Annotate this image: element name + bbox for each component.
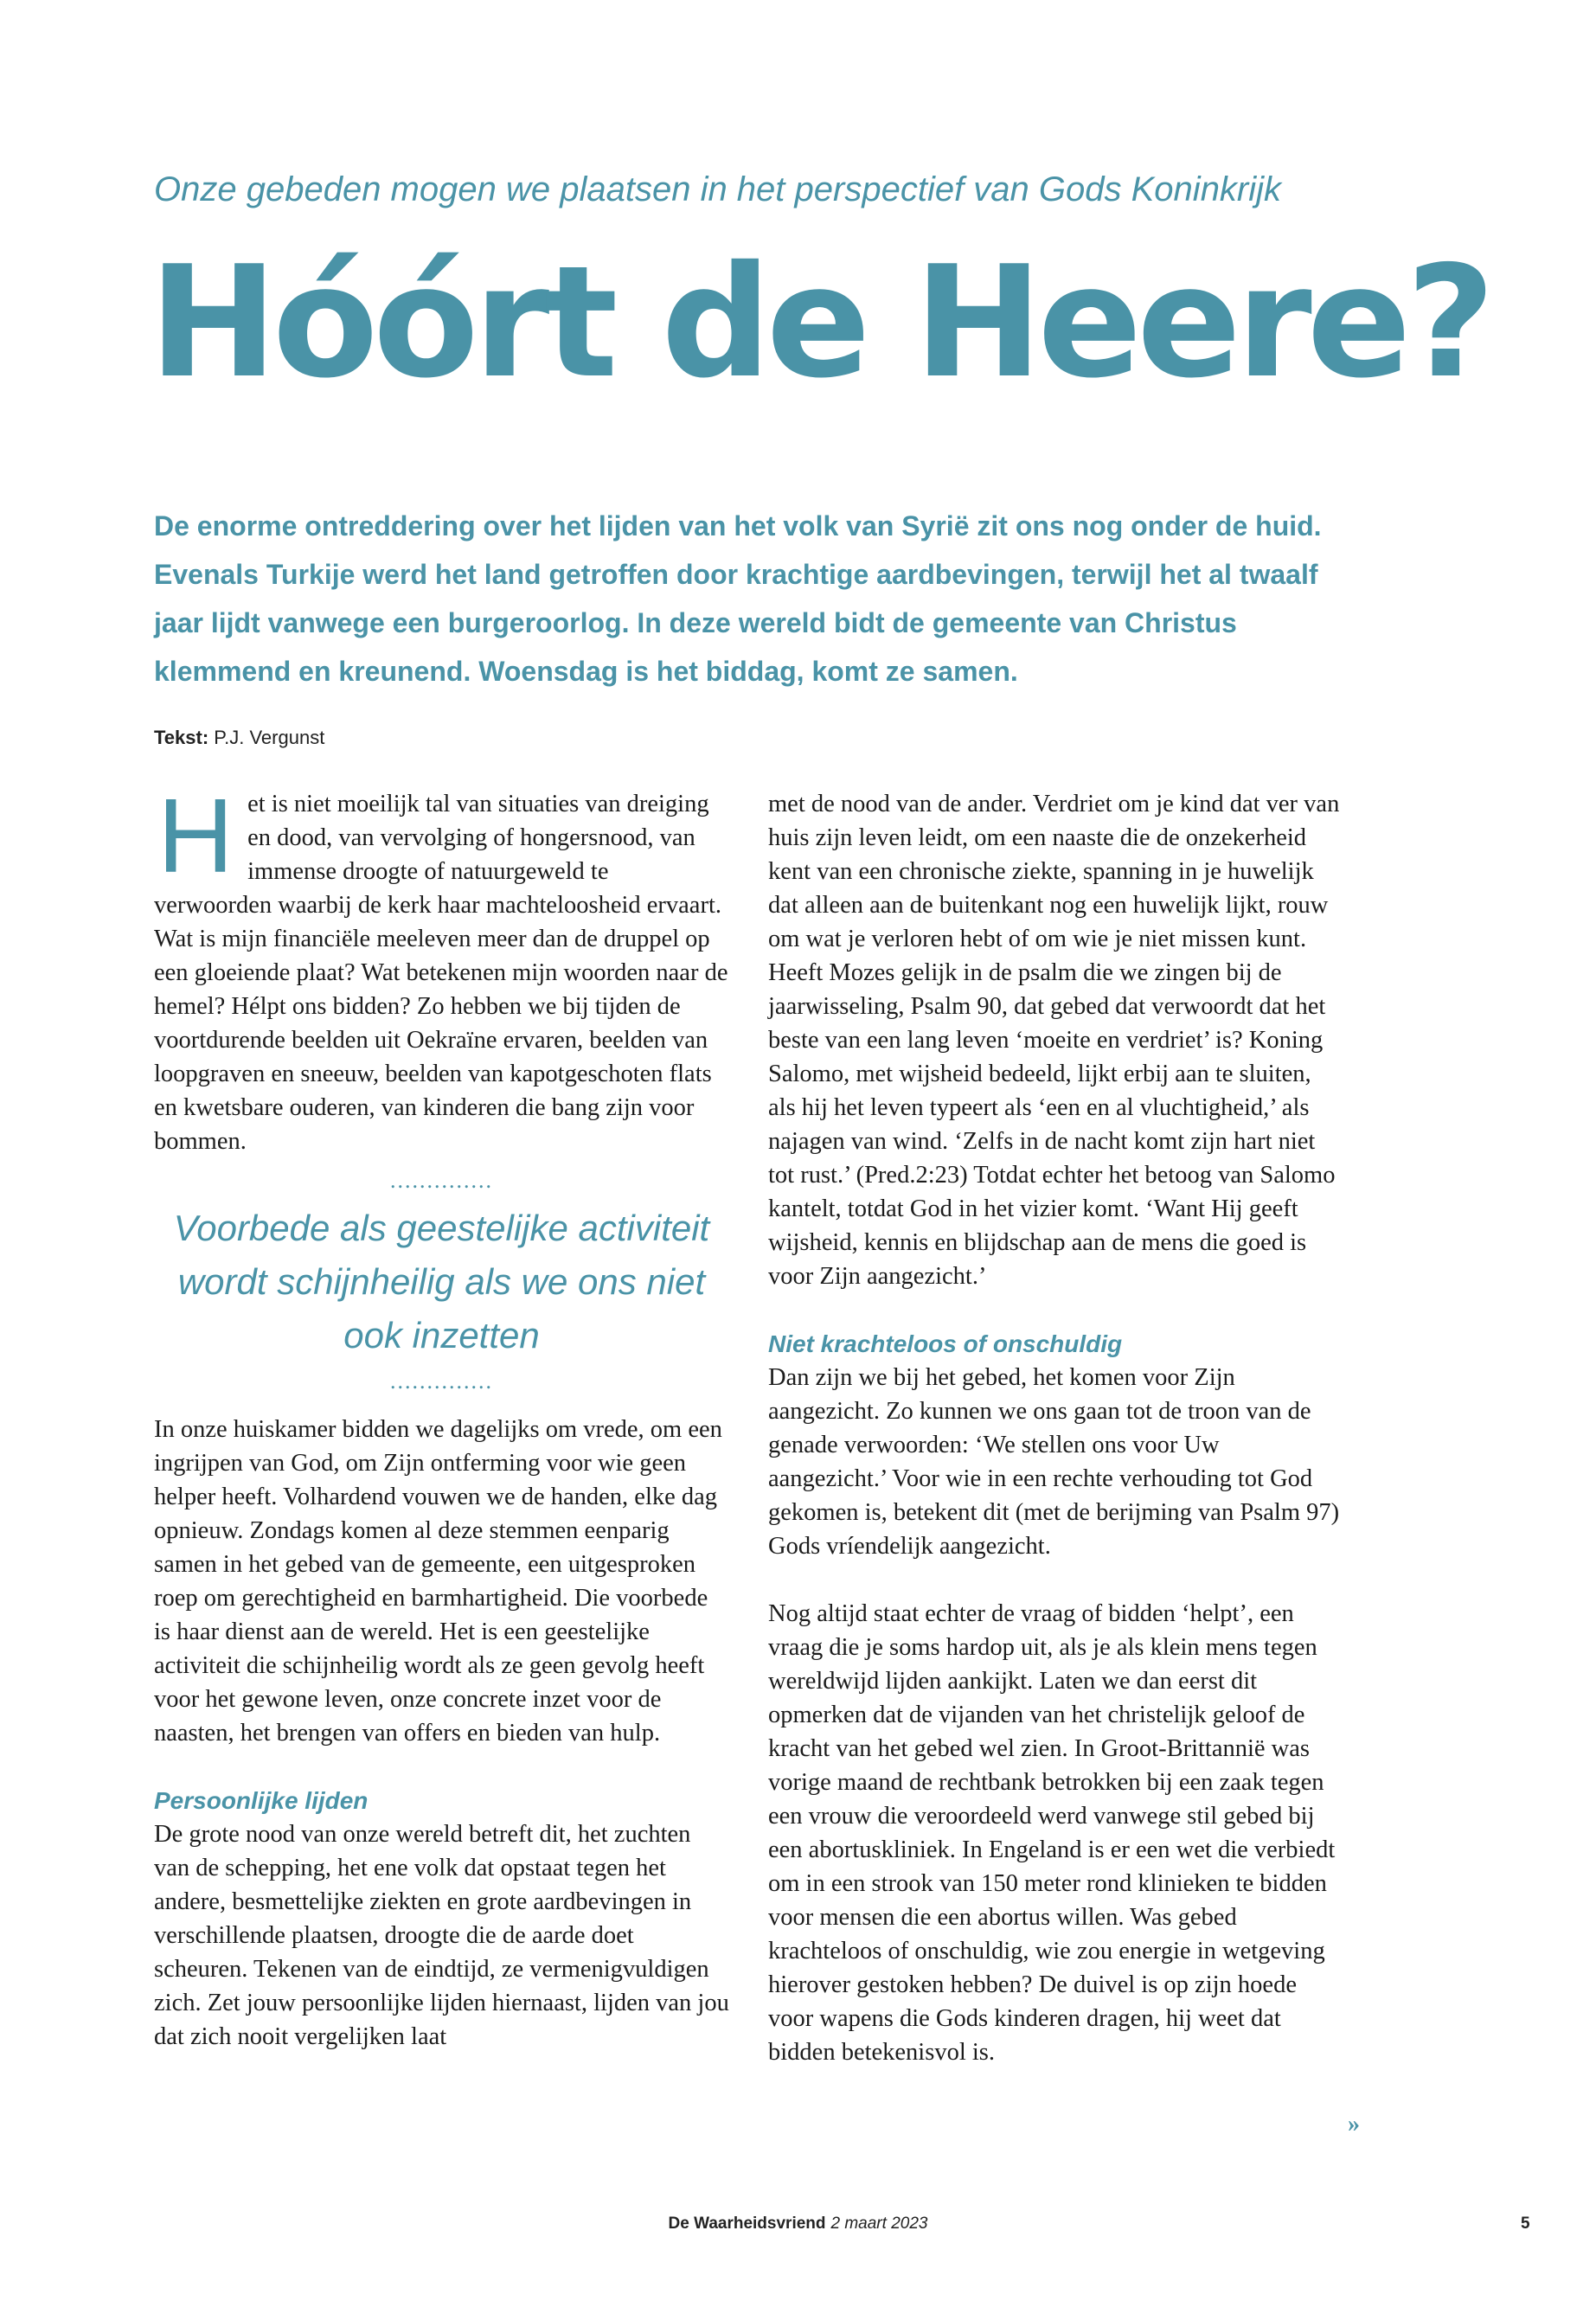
subheading: Persoonlijke lijden [154,1787,369,1814]
byline-author: P.J. Vergunst [214,727,325,748]
pull-quote-divider-top: .............. [390,1168,493,1193]
body-paragraph: Heeft Mozes gelijk in de psalm die we zingen bij de jaarwisseling, Psalm 90, dat gebed dat verwoordt dat het beste van een lang leven ‘moeite en verdriet’ is? Koning Salomo, met wijsheid bedeeld, lijkt erbij aan te sluiten, als hij het leven typeert als ‘een en al vluchtigheid,’ als najagen van wind. ‘Zelfs in de nacht komt zijn hart niet tot rust.’ (Pred.2:23) Totdat echter het betoog van Salomo kantelt, totdat God in het vizier komt. ‘Want Hij geeft wijsheid, kennis en blijdschap aan de mens die goed is voor Zijn aangezicht.’ [768,959,1336,1290]
page-footer [0,2214,1596,2234]
publication-name: De Waarheidsvriend [668,2214,826,2233]
left-column [154,777,729,2054]
kicker: Onze gebeden mogen we plaatsen in het perspectief van Gods Koninkrijk [154,170,1282,208]
pull-quote-divider-bottom: .............. [390,1368,493,1394]
body-paragraph: In onze huiskamer bidden we dagelijks om vrede, om een ingrijpen van God, om Zijn ontferming voor wie geen helper heeft. Volhardend vouwen we de handen, elke dag opnieuw. Zondags komen al deze stemmen eenparig samen in het gebed van de gemeente, een uitgesproken roep om gerechtigheid en barmhartigheid. Die voorbede is haar dienst aan de wereld. Het is een geestelijke activiteit die schijnheilig wordt als ze geen gevolg heeft voor het gewone leven, onze concrete inzet voor de naasten, het brengen van offers en bieden van hulp. [154,1416,722,1747]
body-paragraph: Nog altijd staat echter de vraag of bidden ‘helpt’, een vraag die je soms hardop uit, als je als klein mens tegen wereldwijd lijden aankijkt. Laten we dan eerst dit opmerken dat de vijanden van het christelijk geloof de kracht van het gebed wel zien. In Groot-Brittannië was vorige maand de rechtbank betrokken bij een zaak tegen een vrouw die veroordeeld werd vanwege stil gebed bij een abortuskliniek. In Engeland is er een wet die verbiedt om in een strook van 150 meter rond klinieken te bidden voor mensen die een abortus willen. Was gebed krachteloos of onschuldig, wie zou energie in wetgeving hierover gestoken hebben? De duivel is op zijn hoede voor wapens die Gods kinderen dragen, hij weet dat bidden betekenisvol is. [768,1600,1336,2066]
body-paragraph [154,777,729,1158]
lead-paragraph: De enorme ontreddering over het lijden van het volk van Syrië zit ons nog onder de huid. Evenals Turkije werd het land getroffen door krachtige aardbevingen, terwijl het al twaalf jaar lijdt vanwege een burgeroorlog. In deze wereld bidt de gemeente van Christus klemmend en kreunend. Woensdag is het biddag, komt ze samen. [154,510,1322,687]
continue-arrow-icon: » [1348,2111,1360,2138]
body-paragraph: De grote nood van onze wereld betreft dit, het zuchten van de schepping, het ene volk dat opstaat tegen het andere, besmettelijke ziekten en grote aardbevingen in verschillende plaatsen, droogte die de aarde doet scheuren. Tekenen van de eindtijd, ze vermenigvuldigen zich. Zet jouw persoonlijke lijden hiernaast, lijden van jou dat zich nooit vergelijken laat [154,1821,729,2050]
issue-date: 2 maart 2023 [830,2214,928,2233]
page-number: 5 [1521,2214,1530,2233]
subheading: Niet krachteloos of onschuldig [768,1330,1123,1357]
byline [154,727,324,749]
headline: Hóórt de Heere? [149,233,1490,412]
byline-label: Tekst: [154,727,209,748]
body-text: et is niet moeilijk tal van situaties van dreiging en dood, van vervolging of hongersnood, van immense droogte of natuurgeweld te verwoorden waarbij de kerk haar machteloosheid ervaart. Wat is mijn financiële meeleven meer dan de druppel op een gloeiende plaat? Wat betekenen mijn woorden naar de hemel? Hélpt ons bidden? Zo hebben we bij tijden de voortdurende beelden uit Oekraïne ervaren, beelden van loopgraven en sneeuw, beelden van kapotgeschoten flats en kwetsbare ouderen, van kinderen die bang zijn voor bommen. [154,791,728,1155]
body-paragraph: Dan zijn we bij het gebed, het komen voor Zijn aangezicht. Zo kunnen we ons gaan tot de troon van de genade verwoorden: ‘We stellen ons voor Uw aangezicht.’ Voor wie in een rechte verhouding tot God gekomen is, betekent dit (met de berijming van Psalm 97) Gods vríendelijk aangezicht. [768,1364,1340,1560]
drop-cap: H [157,777,234,894]
pull-quote [154,1169,729,1394]
right-column [768,787,1343,2069]
pull-quote-text: Voorbede als geestelijke activiteit wordt schijnheilig als we ons niet ook inzetten [173,1208,710,1356]
body-paragraph: met de nood van de ander. Verdriet om je kind dat ver van huis zijn leven leidt, om een naaste die de onzekerheid kent van een chronische ziekte, spanning in je huwelijk dat alleen aan de buitenkant nog een huwelijk lijkt, rouw om wat je verloren hebt of om wie je niet missen kunt. [768,791,1340,952]
